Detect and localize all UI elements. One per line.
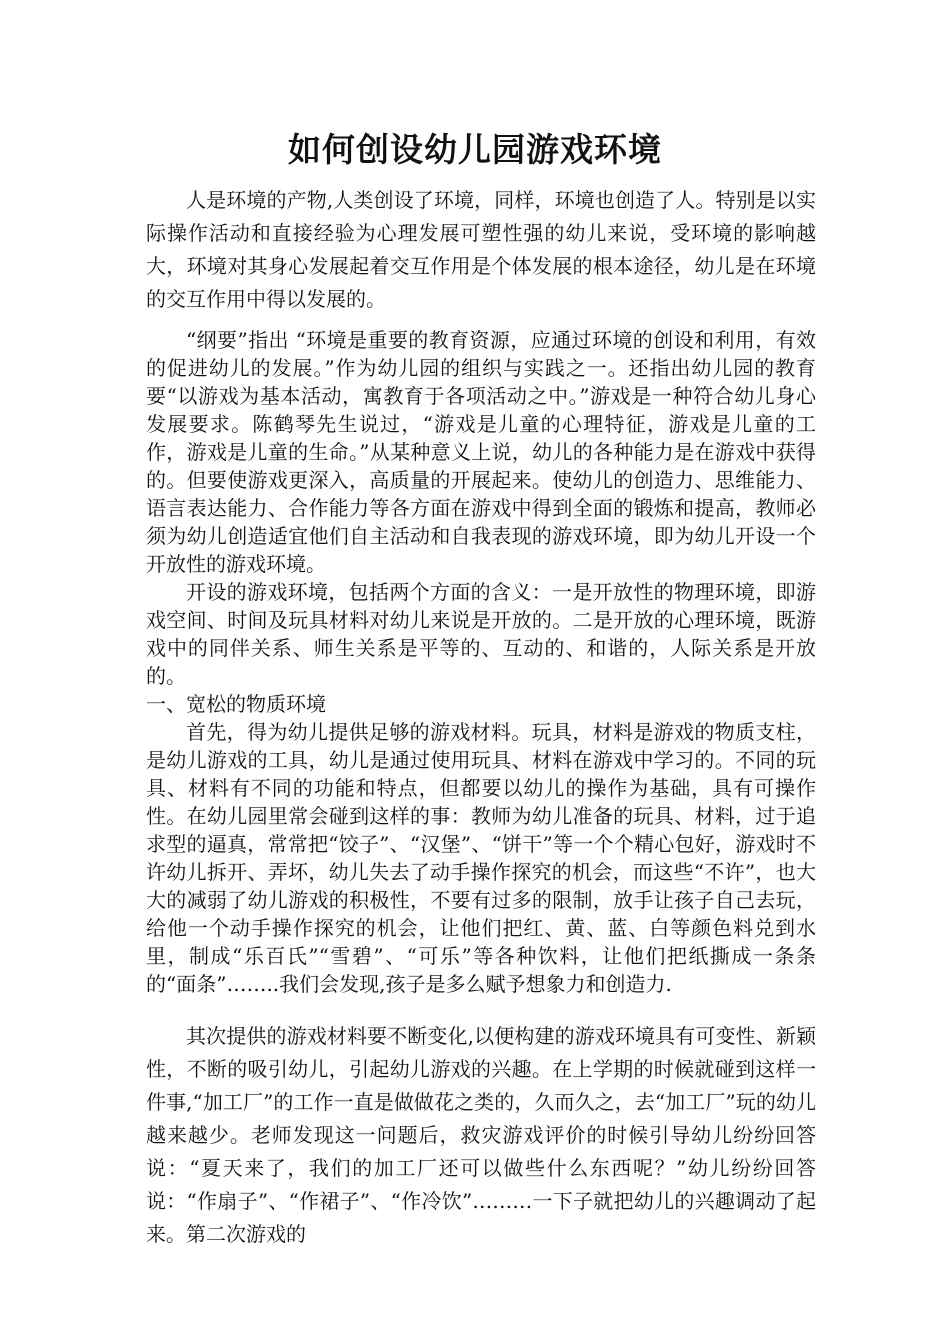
section-heading-material-environment: 一、宽松的物质环境 [146,692,326,716]
paragraph-outline-quote: “纲要”指出 “环境是重要的教育资源，应通过环境的创设和利用，有效的促进幼儿的发展。”作为幼儿园的组织与实践之一。还指出幼儿园的教育要“以游戏为基本活动，寓教育于各项活动之中。”游戏是一种符合幼儿身心发展要求。陈鹤琴先生说过，“游戏是儿童的心理特征，游戏是儿童的工作，游戏是儿童的生命。”从某种意义上说，幼儿的各种能力是在游戏中获得的。但要使游戏更深入，高质量的开展起来。使幼儿的创造力、思维能力、语言表达能力、合作能力等各方面在游戏中得到全面的锻炼和提高，教师必须为幼儿创造适宜他们自主活动和自我表现的游戏环境，即为幼儿开设一个开放性的游戏环境。 [146,328,816,576]
paragraph-environment-intro: 人是环境的产物,人类创设了环境，同样，环境也创造了人。特别是以实际操作活动和直接经验为心理发展可塑性强的幼儿来说，受环境的影响越大，环境对其身心发展起着交互作用是个体发展的根本途径，幼儿是在环境的交互作用中得以发展的。 [146,188,816,311]
paragraph-game-materials: 首先，得为幼儿提供足够的游戏材料。玩具，材料是游戏的物质支柱，是幼儿游戏的工具，幼儿是通过使用玩具、材料在游戏中学习的。不同的玩具、材料有不同的功能和特点，但都要以幼儿的操作为基础，具有可操作性。在幼儿园里常会碰到这样的事：教师为幼儿准备的玩具、材料，过于追求型的逼真，常常把“饺子”、“汉堡”、“饼干”等一个个精心包好，游戏时不许幼儿拆开、弄坏，幼儿失去了动手操作探究的机会，而这些“不许”，也大大的减弱了幼儿游戏的积极性，不要有过多的限制，放手让孩子自己去玩，给他一个动手操作探究的机会，让他们把红、黄、蓝、白等颜色料兑到水里，制成“乐百氏”“雪碧”、“可乐”等各种饮料，让他们把纸撕成一条条的“面条”……..我们会发现,孩子是多么赋予想象力和创造力. [146,720,816,996]
paragraph-open-environment: 开设的游戏环境，包括两个方面的含义：一是开放性的物理环境，即游戏空间、时间及玩具材料对幼儿来说是开放的。二是开放的心理环境，既游戏中的同伴关系、师生关系是平等的、互动的、和谐的，人际关系是开放的。 [146,580,816,688]
document-body [146,184,816,1251]
paragraph-changing-materials: 其次提供的游戏材料要不断变化,以便构建的游戏环境具有可变性、新颖性，不断的吸引幼儿，引起幼儿游戏的兴趣。在上学期的时候就碰到这样一件事,“加工厂”的工作一直是做做花之类的，久而久之，去“加工厂”玩的幼儿越来越少。老师发现这一问题后，救灾游戏评价的时候引导幼儿纷纷回答说：“夏天来了，我们的加工厂还可以做些什么东西呢？”幼儿纷纷回答说：“作扇子”、“作裙子”、“作冷饮”………一下子就把幼儿的兴趣调动了起来。第二次游戏的 [146,1024,816,1246]
document-title: 如何创设幼儿园游戏环境 [288,130,662,169]
